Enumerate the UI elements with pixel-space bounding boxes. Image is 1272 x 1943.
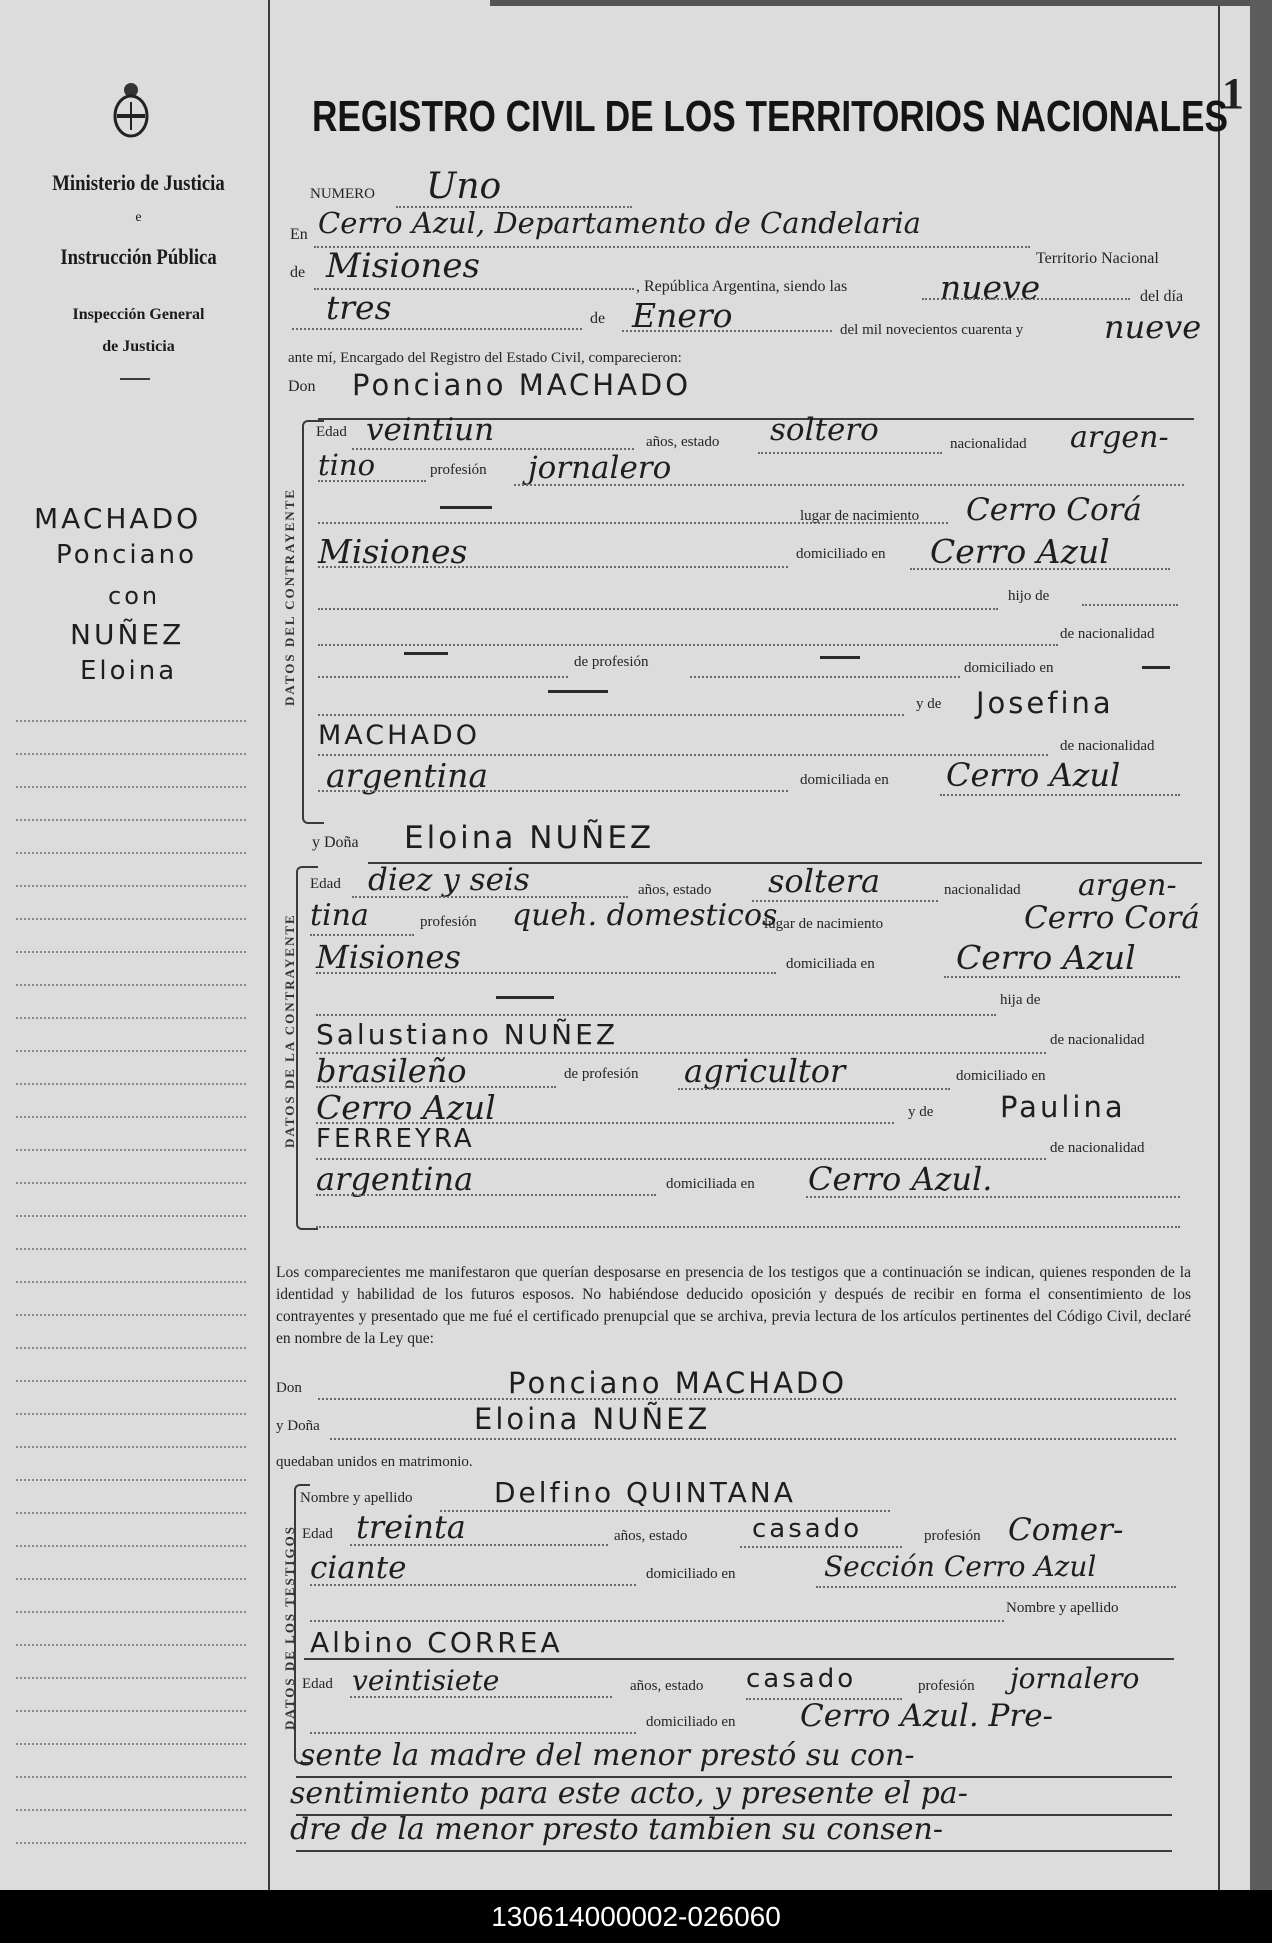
yde-label: y de (916, 696, 942, 712)
de-mes-label: de (590, 310, 606, 327)
padre-prof-label: de profesión (564, 1066, 639, 1082)
ministry-rule (120, 378, 150, 380)
madre-nac-label-2: de nacionalidad (1050, 1140, 1145, 1156)
estado-line (758, 452, 942, 454)
hija-label: hija de (1000, 992, 1041, 1008)
margin-ruled-line (16, 1413, 246, 1415)
mes-value: Enero (632, 296, 733, 335)
dash-2 (820, 656, 860, 659)
nac-label: nacionalidad (950, 436, 1027, 452)
margin-ruled-line (16, 1743, 246, 1745)
contrayenta-profesion: queh. domesticos (512, 898, 778, 933)
territorio-value: Misiones (326, 246, 480, 286)
dash-4 (548, 690, 608, 693)
margin-ruled-line (16, 1215, 246, 1217)
anios-label-2: años, estado (638, 882, 712, 898)
t2-prof: jornalero (1010, 1662, 1140, 1695)
dona-label: y Doña (312, 834, 359, 851)
lugar-label-2: lugar de nacimiento (764, 916, 884, 932)
margin-name-2: Ponciano (56, 540, 197, 570)
t1-anios-label: años, estado (614, 1528, 688, 1544)
nac-label-2: nacionalidad (944, 882, 1021, 898)
contrayenta-nac-b: tina (310, 898, 369, 933)
top-edge (490, 0, 1250, 6)
dia-value: tres (326, 288, 392, 327)
t2-nombre-line (304, 1658, 1174, 1660)
domicilio-line-2 (944, 976, 1180, 978)
margin-ruled-line (16, 1578, 246, 1580)
decl-dona-line (330, 1438, 1176, 1440)
contrayenta-padre-prof: agricultor (684, 1052, 846, 1090)
padre-domic-label: domiciliado en (956, 1068, 1046, 1084)
contrayenta-padre-nac: brasileño (316, 1052, 467, 1090)
margin-ruled-line (16, 1017, 246, 1019)
dash-5 (496, 996, 554, 999)
contrayente-side-label: DATOS DEL CONTRAYENTE (282, 487, 297, 706)
yde-label-2: y de (908, 1104, 934, 1120)
nota-line-3: dre de la menor presto tambien su consen- (290, 1812, 943, 1847)
decl-don-label: Don (276, 1380, 302, 1396)
territorio-label: Territorio Nacional (1036, 250, 1159, 267)
mes-line (622, 330, 832, 332)
profesion-label: profesión (430, 462, 487, 478)
t2-blank-line-2 (310, 1732, 636, 1734)
t1-prof-b-line (310, 1584, 636, 1586)
t1-nombre: Delfino QUINTANA (494, 1476, 796, 1509)
padre-prof-line (678, 1088, 950, 1090)
horas-value: nueve (940, 268, 1041, 307)
t1-estado-line (740, 1546, 902, 1548)
t2-domic-label: domiciliado en (646, 1714, 736, 1730)
contrayente-madre-nac: argentina (326, 756, 489, 795)
margin-ruled-line (16, 1380, 246, 1382)
t1-nombre-line (440, 1510, 890, 1512)
contrayente-nac-b: tino (318, 448, 376, 482)
margin-name-3: con (108, 582, 161, 610)
t1-edad-line (350, 1544, 608, 1546)
contrayenta-nac-a: argen- (1078, 868, 1177, 903)
contrayente-lugar-a: Cerro Corá (966, 492, 1142, 528)
nota-line-2: sentimiento para este acto, y presente el pa- (290, 1776, 968, 1811)
t2-blank-line (310, 1620, 1004, 1622)
margin-ruled-line (16, 1512, 246, 1514)
margin-ruled-line (16, 1347, 246, 1349)
decl-don-value: Ponciano MACHADO (508, 1366, 848, 1400)
domic-label: domiciliado en (796, 546, 886, 562)
decl-dona-label: y Doña (276, 1418, 320, 1434)
margin-ruled-line (16, 1050, 246, 1052)
padre-nac-label: de nacionalidad (1050, 1032, 1145, 1048)
numero-value: Uno (426, 166, 502, 207)
hija-blank-line (316, 1014, 996, 1016)
en-label: En (290, 226, 308, 243)
prof-line (690, 676, 960, 678)
contrayente-estado: soltero (770, 412, 879, 448)
domic-label-2: domiciliada en (786, 956, 875, 972)
margin-ruled-line (16, 918, 246, 920)
contrayenta-lugar-b: Misiones (316, 938, 461, 976)
anios-label: años, estado (646, 434, 720, 450)
margin-name-1: MACHADO (34, 502, 202, 535)
page-title: REGISTRO CIVIL DE LOS TERRITORIOS NACIONALES (312, 92, 1228, 141)
contrayenta-padre: Salustiano NUÑEZ (316, 1018, 618, 1051)
madre-nac-line (318, 790, 788, 792)
t1-prof-b: ciante (310, 1550, 407, 1586)
anio-value: nueve (1104, 308, 1202, 346)
t1-edad: treinta (356, 1508, 466, 1546)
nota-rule-3 (296, 1850, 1172, 1852)
contrayenta-name: Eloina NUÑEZ (404, 820, 655, 856)
margin-ruled-line (16, 1776, 246, 1778)
contrayenta-madre-a: Paulina (1000, 1090, 1126, 1124)
lugar-b-line-2 (316, 972, 776, 974)
dash-3 (1142, 666, 1170, 669)
yde-blank-line (318, 714, 904, 716)
contrayenta-padre-domic: Cerro Azul (316, 1088, 496, 1127)
t1-estado: casado (752, 1514, 863, 1544)
edad-label-2: Edad (310, 876, 341, 892)
margin-ruled-line (16, 1611, 246, 1613)
hijo-label: hijo de (1008, 588, 1050, 604)
contrayente-madre-domic: Cerro Azul (946, 756, 1121, 794)
margin-ruled-line (16, 1281, 246, 1283)
contrayente-madre-b: MACHADO (318, 720, 480, 751)
margin-ruled-line (16, 753, 246, 755)
margin-ruled-line (16, 786, 246, 788)
coat-of-arms-icon (112, 80, 150, 138)
t2-nombre: Albino CORREA (310, 1626, 563, 1659)
madre-domic-label: domiciliada en (800, 772, 889, 788)
margin-name-4: NUÑEZ (70, 618, 185, 651)
t2-anios-label: años, estado (630, 1678, 704, 1694)
margin-ruled-line (16, 1116, 246, 1118)
anio-label: del mil novecientos cuarenta y (840, 322, 1024, 338)
ministry-line1: Ministerio de Justicia (52, 170, 225, 195)
edad-label: Edad (316, 424, 347, 440)
t1-domic-line (816, 1586, 1176, 1588)
del-dia-label: del día (1140, 288, 1184, 305)
margin-ruled-line (16, 720, 246, 722)
margin-ruled-line (16, 984, 246, 986)
contrayenta-lugar-a: Cerro Corá (1024, 900, 1200, 936)
margin-ruled-line (16, 951, 246, 953)
margin-ruled-line (16, 1842, 246, 1844)
decl-don-line (318, 1398, 1176, 1400)
margin-rule (268, 0, 270, 1890)
contrayenta-estado: soltera (768, 862, 881, 900)
t2-nombre-label: Nombre y apellido (1006, 1600, 1119, 1616)
contrayenta-madre-b: FERREYRA (316, 1124, 475, 1154)
contrayente-edad: veintiun (366, 412, 495, 448)
t2-domic: Cerro Azul. Pre- (800, 1698, 1054, 1734)
t2-prof-label: profesión (918, 1678, 975, 1694)
margin-ruled-line (16, 852, 246, 854)
contrayente-madre-a: Josefina (976, 686, 1114, 720)
margin-ruled-line (16, 1809, 246, 1811)
dash-1 (404, 652, 448, 655)
madre-domic-line (940, 794, 1180, 796)
horas-line (922, 298, 1130, 300)
madre-domic-label-2: domiciliada en (666, 1176, 755, 1192)
de-label: de (290, 264, 306, 281)
contrayenta-madre-domic: Cerro Azul. (808, 1160, 993, 1198)
decl-cierre: quedaban unidos en matrimonio. (276, 1454, 473, 1470)
lugar-b-line (318, 566, 788, 568)
t1-domic-label: domiciliado en (646, 1566, 736, 1582)
dia-line (292, 328, 582, 330)
declaracion-text: Los comparecientes me manifestaron que querían desposarse en presencia de los testigos que a continuación se indican, quienes responden de la identidad y habilidad de los futuros esposos. No habiéndose deducido oposición y después de recibir en forma el consentimiento de los contrayentes y presentado que me fué el certificado prenupcial que se archiva, previa lectura de los artículos pertinentes del Código Civil, declaré en nombre de la Ley que: (276, 1264, 1191, 1347)
margin-ruled-line (16, 819, 246, 821)
contrayente-nac-a: argen- (1070, 420, 1169, 455)
contrayenta-side-label: DATOS DE LA CONTRAYENTE (282, 913, 297, 1148)
margin-ruled-line (16, 1446, 246, 1448)
madre-nac-line-2 (316, 1194, 656, 1196)
footer-code: 130614000002-026060 (0, 1890, 1272, 1943)
margin-ruled-line (16, 1644, 246, 1646)
contrayenta-madre-nac: argentina (316, 1160, 474, 1198)
hijo-line (1082, 604, 1178, 606)
domic2-label: domiciliado en (964, 660, 1054, 676)
contrayente-name: Ponciano MACHADO (352, 368, 692, 402)
t1-edad-label: Edad (302, 1526, 333, 1542)
t1-prof-label: profesión (924, 1528, 981, 1544)
t2-edad-label: Edad (302, 1676, 333, 1692)
margin-ruled-line (16, 885, 246, 887)
lugar-label: lugar de nacimiento (800, 508, 920, 524)
blank-dash (440, 506, 492, 509)
page-number: 1 (1222, 69, 1244, 118)
t1-nombre-label: Nombre y apellido (300, 1490, 413, 1506)
margin-ruled-line (16, 1248, 246, 1250)
de-prof-label: de profesión (574, 654, 649, 670)
prof-blank-line (318, 676, 568, 678)
madre-domic-line-2 (806, 1196, 1180, 1198)
ministry-line3: Instrucción Pública (60, 244, 217, 269)
decl-dona-value: Eloina NUÑEZ (474, 1402, 711, 1436)
contrayenta-edad: diez y seis (368, 862, 530, 898)
numero-label: NUMERO (310, 186, 376, 202)
de-nac-label: de nacionalidad (1060, 626, 1155, 642)
blank-line (316, 1226, 1180, 1228)
margin-ruled-line (16, 1182, 246, 1184)
nac-b-line (318, 480, 426, 482)
ministry-line4: Inspección General (72, 306, 205, 323)
margin-ruled-line (16, 1545, 246, 1547)
republica-label: , República Argentina, siendo las (636, 278, 848, 295)
profesion-label-2: profesión (420, 914, 477, 930)
margin-ruled-line (16, 1479, 246, 1481)
t1-prof-a: Comer- (1008, 1512, 1124, 1548)
testigos-side-label: DATOS DE LOS TESTIGOS (282, 1525, 297, 1730)
profesion-line (514, 484, 1184, 486)
margin-ruled-line (16, 1083, 246, 1085)
domicilio-line (910, 568, 1170, 570)
contrayente-lugar-b: Misiones (318, 532, 468, 571)
estado-line-2 (752, 900, 938, 902)
madre-nac-label: de nacionalidad (1060, 738, 1155, 754)
margin-ruled-line (16, 1149, 246, 1151)
t2-estado: casado (746, 1664, 857, 1694)
margin-ruled-line (16, 1314, 246, 1316)
lugar-value: Cerro Azul, Departamento de Candelaria (318, 206, 921, 240)
ante-label: ante mí, Encargado del Registro del Estado Civil, comparecieron: (288, 350, 682, 366)
right-margin-rule (1218, 0, 1220, 1890)
nota-line-1: sente la madre del menor prestó su con- (300, 1738, 915, 1773)
contrayente-domicilio: Cerro Azul (930, 532, 1110, 571)
ministry-line5: de Justicia (102, 338, 175, 355)
contrayente-profesion: jornalero (528, 450, 672, 486)
t2-edad: veintisiete (352, 1664, 500, 1697)
nac-blank-line (318, 644, 1058, 646)
don-label: Don (288, 378, 316, 395)
ministry-line2: e (135, 210, 142, 225)
margin-ruled-line (16, 1677, 246, 1679)
contrayenta-domicilio: Cerro Azul (956, 938, 1136, 977)
t1-domic: Sección Cerro Azul (824, 1550, 1097, 1583)
margin-ruled-line (16, 1710, 246, 1712)
t2-edad-line (350, 1696, 612, 1698)
nac-b-line-2 (310, 934, 414, 936)
margin-name-5: Eloina (80, 656, 178, 686)
hijo-blank-line (318, 608, 998, 610)
